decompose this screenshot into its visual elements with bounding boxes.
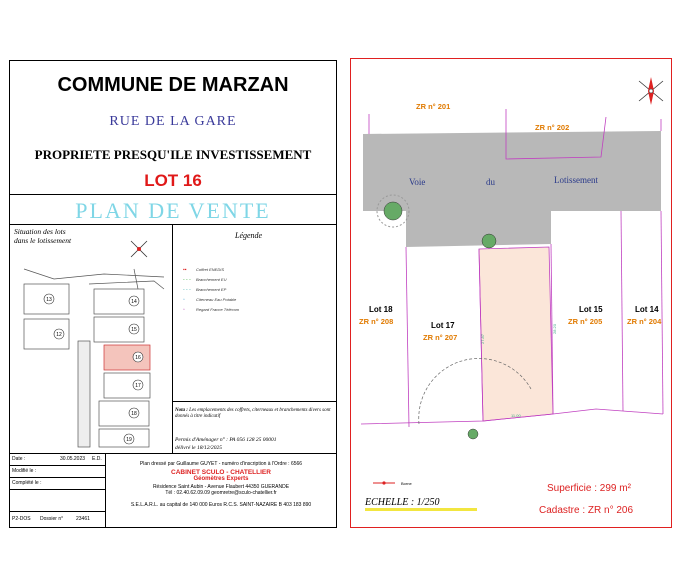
road-label: Lotissement [554, 175, 598, 185]
permit-block [175, 436, 277, 452]
row-line [10, 511, 105, 512]
road-label: du [486, 177, 495, 187]
north-arrow-icon [639, 77, 663, 105]
date-label: Date : [12, 456, 26, 462]
permit-number: Permis d'Aménager n° : PA 056 128 25 00001 [175, 437, 277, 443]
revision-table [10, 453, 106, 527]
parcel-label: ZR n° 204 [627, 317, 662, 326]
road-area [363, 131, 661, 247]
note-block [175, 408, 335, 420]
lot-label: Lot 18 [369, 305, 393, 314]
firm-legal: S.E.L.A.R.L. au capital de 140 000 Euros R.C.S. SAINT-NAZAIRE B 403 183 890 [130, 502, 312, 508]
eu-line-icon: - - - [183, 277, 191, 283]
mini-lot-label: 19 [126, 437, 132, 443]
firm-contact: Tél : 02.40.62.09.09 geomretre@sculo-chatellier.fr [165, 490, 277, 496]
date-value: 30.05.2023 [60, 456, 86, 462]
parcel-plan [351, 59, 671, 527]
mini-road [78, 341, 90, 447]
legend-title: Légende [235, 231, 263, 240]
scale-label: ECHELLE : 1/250 [365, 497, 440, 508]
situation-line: Situation des lots [14, 227, 66, 236]
divider [10, 224, 336, 225]
dossier-number: 23461 [76, 516, 90, 522]
parcel-label: ZR n° 207 [423, 333, 458, 342]
ref-code: P2-DOS [12, 516, 31, 522]
limit-line [661, 211, 663, 414]
owner-name: PROPRIETE PRESQU'ILE INVESTISSEMENT [34, 147, 312, 162]
lot-label: Lot 14 [635, 305, 659, 314]
plan-type: PLAN DE VENTE [75, 198, 271, 223]
scale-box [365, 492, 477, 511]
divider [172, 224, 173, 453]
situation-line: dans le lotissement [14, 236, 72, 245]
limit-line [621, 211, 623, 411]
cadastre-label: Cadastre : ZR n° 206 [539, 505, 634, 516]
parcel-label: ZR n° 208 [359, 317, 394, 326]
firm-address: Résidence Saint Aubin - Avenue Flaubert 44350 GUERANDE [152, 484, 290, 490]
divider [172, 401, 337, 402]
row-line [10, 465, 105, 466]
street-name: RUE DE LA GARE [109, 114, 237, 129]
mini-lot-label: 12 [56, 332, 62, 338]
parcel-label: ZR n° 205 [568, 317, 603, 326]
title-block [9, 60, 337, 528]
note-label: Nota : [175, 408, 188, 413]
firm-name: CABINET SCULO - CHATELLIER [171, 469, 271, 476]
dossier-label: Dossier n° [40, 516, 64, 522]
mini-lot-label: 15 [131, 327, 137, 333]
enedis-icon: ▪▪ [183, 267, 187, 273]
tree-icon [468, 429, 478, 439]
modified-label: Modifié le : [12, 468, 37, 474]
mini-lot-label: 17 [135, 383, 141, 389]
mini-lot-label: 14 [131, 299, 137, 305]
road-line [89, 281, 164, 289]
lot-number: LOT 16 [144, 171, 202, 190]
note-text: Les emplacements des coffrets, citerneaux et branchements divers sont donnés à titre indicatif [175, 408, 331, 419]
situation-map [14, 249, 172, 449]
completed-label: Complété le : [12, 480, 42, 486]
mini-lot-label: 18 [131, 411, 137, 417]
mini-lot-label: 13 [46, 297, 52, 303]
tree-icon [482, 234, 496, 248]
firm-block [107, 461, 335, 508]
limit-line [406, 247, 409, 427]
parcel-label: ZR n° 202 [535, 123, 570, 132]
ep-line-icon: - - - [183, 287, 191, 293]
parcel-label: ZR n° 201 [416, 102, 451, 111]
road-label: Voie [409, 177, 426, 187]
dimension-label: 27.87 [480, 333, 485, 344]
area-label: Superficie : 299 m² [547, 483, 631, 494]
water-icon: ▫ [183, 297, 185, 303]
tree-icon [384, 202, 402, 220]
row-line [10, 489, 105, 490]
mini-lot-18 [99, 401, 149, 426]
editor-initials: E.D. [92, 456, 102, 462]
legend-item: Branchement EP [196, 287, 227, 292]
commune-title: COMMUNE DE MARZAN [57, 74, 289, 96]
dimension-label: 11.00 [511, 413, 521, 418]
legend-item: Regard France Télécom [196, 307, 240, 312]
lot-label: Lot 17 [431, 321, 455, 330]
compass-mini [134, 269, 138, 289]
divider [10, 194, 336, 195]
lot-label: Lot 15 [579, 305, 603, 314]
road-line [24, 269, 164, 279]
borne-label: Borne [401, 481, 412, 486]
row-line [10, 477, 105, 478]
firm-author: Plan dressé par Guillaume GUYET - numéro d'inscription à l'Ordre : 6566 [139, 461, 303, 467]
legend-item: Branchement EU [196, 277, 227, 282]
telecom-icon: ▫ [183, 307, 185, 313]
compass-icon [127, 237, 151, 261]
firm-subtitle: Géomètres Experts [193, 476, 249, 482]
mini-lot-label: 16 [135, 355, 141, 361]
permit-date: délivré le 18/12/2025 [175, 445, 223, 451]
lot16-parcel [479, 247, 553, 421]
situation-caption [14, 227, 71, 245]
dimension-label: 28.20 [552, 323, 557, 334]
legend-item: Citerneau Eau Potable [196, 297, 237, 302]
legend-item: Coffret ENEDIS [196, 267, 225, 272]
plan-frame [350, 58, 672, 528]
